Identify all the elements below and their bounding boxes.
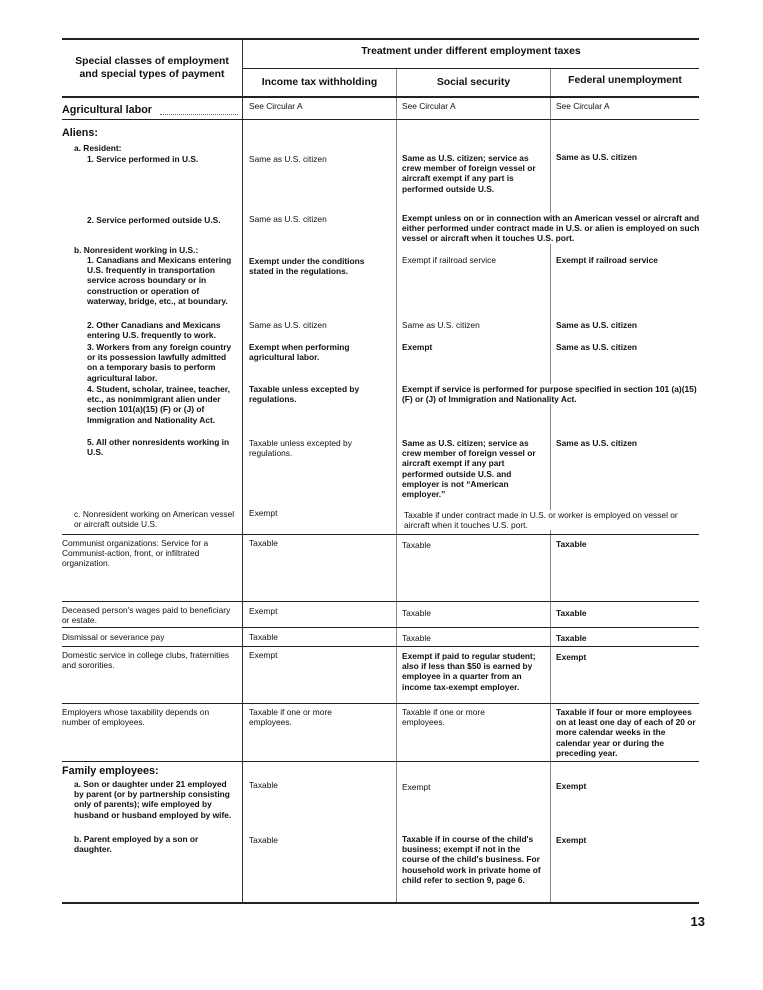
row-comm-label: Communist organizations: Service for a Communist-action, front, or infiltrated organization. [62, 538, 211, 569]
row-b5-c3: Same as U.S. citizen [556, 438, 637, 448]
row-dec-c1: Exempt [249, 606, 278, 616]
row-dom-c2: Exempt if paid to regular student; also if less than $50 is earned by employee in a quarter from an income tax-exempt employer. [402, 651, 538, 692]
row-b1-c2: Exempt if railroad service [402, 255, 497, 265]
row-rule [62, 646, 699, 647]
row-a2-label: 2. Service performed outside U.S. [87, 215, 221, 225]
header-group: Treatment under different employment taxes [361, 46, 581, 57]
row-fb-c2: Taxable if in course of the child's business; exempt if not in the course of the child's business. For household work in private home of child refer to section 9, page 6. [402, 834, 543, 885]
row-emp-c2: Taxable if one or more employees. [402, 707, 488, 728]
row-b4-label: 4. Student, scholar, trainee, teacher, etc., as nonimmigrant alien under section 101(a)(15) (F) or (J) of Immigration and Nationality Act. [87, 384, 233, 425]
top-rule [62, 38, 699, 40]
row-fb-label: b. Parent employed by a son or daughter. [74, 834, 201, 855]
row-a1-c3: Same as U.S. citizen [556, 152, 637, 162]
row-b5-c2: Same as U.S. citizen; service as crew member of foreign vessel or aircraft exempt if any part performed outside U.S. and employer is not “American employer.” [402, 438, 538, 500]
row-fa-c3: Exempt [556, 781, 587, 791]
row-dis-c3: Taxable [556, 633, 587, 643]
row-rule [62, 627, 699, 628]
bottom-rule [62, 902, 699, 904]
col-divider-3 [550, 69, 551, 902]
col-divider-2 [396, 69, 397, 902]
row-c-c1: Exempt [249, 508, 278, 518]
row-a1-label: 1. Service performed in U.S. [87, 154, 199, 164]
row-rule [62, 703, 699, 704]
row-b3-c2: Exempt [402, 342, 433, 352]
row-comm-c2: Taxable [402, 540, 431, 550]
row-rule [62, 534, 699, 535]
row-dis-label: Dismissal or severance pay [62, 632, 165, 642]
row-dom-c1: Exempt [249, 650, 278, 660]
row-dis-c1: Taxable [249, 632, 278, 642]
row-agri-c1: See Circular A [249, 101, 303, 111]
row-dec-c2: Taxable [402, 608, 431, 618]
header-col0: Special classes of employment and special types of payment [75, 56, 232, 80]
header-subrule [243, 68, 699, 69]
row-b-label: b. Nonresident working in U.S.: [74, 245, 199, 255]
row-comm-c3: Taxable [556, 539, 587, 549]
row-b4-c1: Taxable unless excepted by regulations. [249, 384, 362, 405]
header-col1: Income tax withholding [261, 77, 378, 88]
row-b2-label: 2. Other Canadians and Mexicans entering U.S. frequently to work. [87, 320, 223, 341]
page-number: 13 [690, 914, 705, 929]
row-fa-c1: Taxable [249, 780, 278, 790]
row-emp-label: Employers whose taxability depends on number of employees. [62, 707, 212, 728]
row-a2-c23: Exempt unless on or in connection with an American vessel or aircraft and either performed under contract made in U.S. or alien is employed on such vessel or aircraft when it touches U.S. port. [402, 213, 702, 244]
row-b2-c3: Same as U.S. citizen [556, 320, 637, 330]
header-bottom-rule [62, 96, 699, 98]
row-fa-label: a. Son or daughter under 21 employed by parent (or by partnership consisting only of parents); wife employed by husband or husband employed by wife. [74, 779, 233, 820]
row-rule [62, 119, 699, 120]
row-dom-label: Domestic service in college clubs, fraternities and sororities. [62, 650, 232, 671]
row-a-label: a. Resident: [74, 143, 122, 153]
header-col2: Social security [436, 77, 511, 88]
row-rule [62, 761, 699, 762]
row-b2-c1: Same as U.S. citizen [249, 320, 327, 330]
row-agri-label: Agricultural labor [62, 104, 152, 116]
row-fam-label: Family employees: [62, 765, 159, 777]
row-c-label: c. Nonresident working on American vessel or aircraft outside U.S. [74, 509, 237, 530]
row-b1-c3: Exempt if railroad service [556, 255, 658, 265]
row-agri-c3: See Circular A [556, 101, 610, 111]
row-a1-c2: Same as U.S. citizen; service as crew member of foreign vessel or aircraft exempt if any part is performed outside U.S. [402, 153, 538, 194]
row-b2-c2: Same as U.S. citizen [402, 320, 480, 330]
row-fb-c1: Taxable [249, 835, 278, 845]
row-b3-c3: Same as U.S. citizen [556, 342, 637, 352]
row-emp-c1: Taxable if one or more employees. [249, 707, 335, 728]
row-b4-c23: Exempt if service is performed for purpose specified in section 101 (a)(15) (F) or (J) of Immigration and Nationality Act. [402, 384, 699, 405]
row-emp-c3: Taxable if four or more employees on at least one day of each of 20 or more calendar weeks in the calendar year or during the preceding year. [556, 707, 698, 758]
header-col3: Federal unemployment [568, 75, 682, 86]
row-fb-c3: Exempt [556, 835, 587, 845]
row-b1-label: 1. Canadians and Mexicans entering U.S. frequently in transportation service across boundary or in construction or operation of waterway, bridge, etc., at boundary. [87, 255, 234, 306]
row-dom-c3: Exempt [556, 652, 587, 662]
row-aliens-label: Aliens: [62, 127, 98, 139]
row-b5-c1: Taxable unless excepted by regulations. [249, 438, 355, 459]
row-fa-c2: Exempt [402, 782, 431, 792]
row-b3-label: 3. Workers from any foreign country or its possession lawfully admitted on a temporary basis to perform agricultural labor. [87, 342, 234, 383]
row-dec-c3: Taxable [556, 608, 587, 618]
row-rule [62, 601, 699, 602]
row-agri-c2: See Circular A [402, 101, 456, 111]
row-c-c23: Taxable if under contract made in U.S. or worker is employed on vessel or aircraft when it touches U.S. port. [404, 510, 700, 530]
row-a1-c1: Same as U.S. citizen [249, 154, 327, 164]
row-b1-c1: Exempt under the conditions stated in the regulations. [249, 256, 367, 277]
row-dis-c2: Taxable [402, 633, 431, 643]
row-dec-label: Deceased person's wages paid to beneficiary or estate. [62, 605, 233, 626]
row-comm-c1: Taxable [249, 538, 278, 548]
row-a2-c1: Same as U.S. citizen [249, 214, 327, 224]
leader [160, 114, 238, 115]
col-divider-1 [242, 40, 243, 902]
row-b3-c1: Exempt when performing agricultural labor. [249, 342, 352, 363]
row-b5-label: 5. All other nonresidents working in U.S. [87, 437, 232, 458]
